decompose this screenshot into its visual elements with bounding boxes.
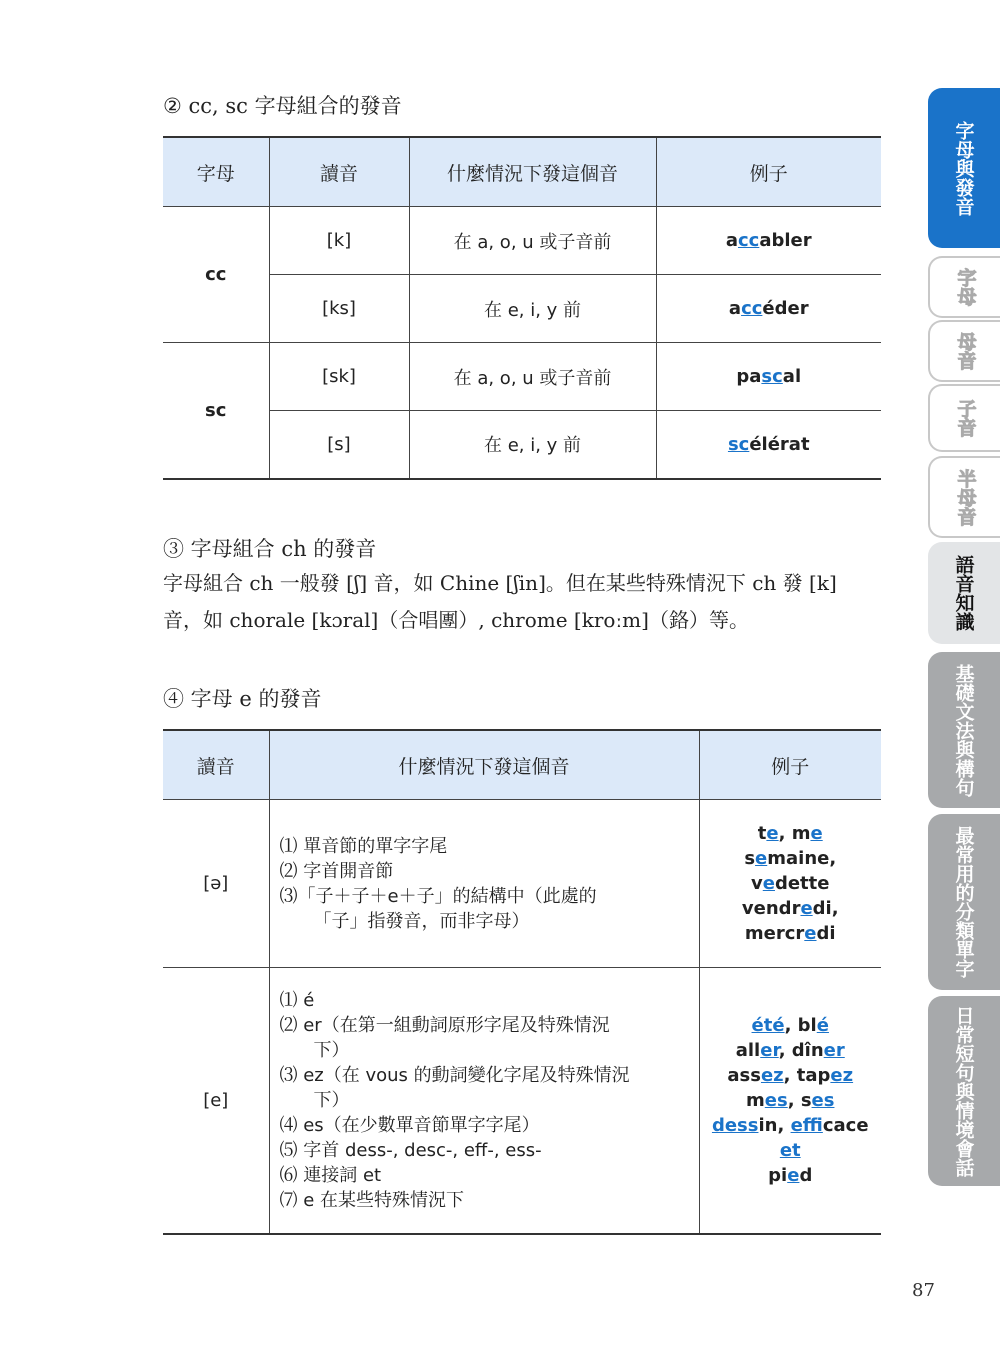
condition-item: ⑺ e 在某些特殊情況下 [279,1189,465,1211]
sound-cell: [ks] [269,275,409,343]
condition-item-continued: 「子」指發音，而非字母） [313,910,530,932]
example-cell [699,968,881,1234]
header-condition: 什麼情況下發這個音 [409,137,656,207]
header-example: 例子 [699,730,881,800]
header-condition: 什麼情況下發這個音 [269,730,699,800]
table-row [163,275,881,343]
tab-letters-and-pronunciation[interactable]: 字母與發音 [928,88,1000,248]
example-line: et [779,1139,801,1161]
example-line: te, me [757,823,823,844]
example-line: assez, tapez [727,1064,854,1086]
example-line: été, blé [751,1014,829,1036]
table-row [163,800,881,968]
condition-item: ⑴ 單音節的單字字尾 [279,835,448,857]
section-heading-ch: ③ 字母組合 ch 的發音 [163,537,377,561]
cc-sc-table [163,136,881,480]
condition-item: ⑵ er（在第一組動詞原形字尾及特殊情況 [279,1014,610,1036]
tab-basic-grammar[interactable]: 基礎文法與構句 [928,652,1000,808]
tab-phonetics-knowledge[interactable]: 語音知識 [928,542,1000,644]
example-line: semaine, [744,848,837,869]
example-line: mercredi [744,923,836,944]
example-line: mes, ses [746,1089,835,1111]
tab-consonants[interactable]: 子音 [928,384,1000,452]
tab-daily-phrases[interactable]: 日常短句與情境會話 [928,996,1000,1186]
condition-item-continued: 下） [313,1039,350,1061]
tab-semivowels[interactable]: 半母音 [928,456,1000,538]
letter-cell: sc [163,343,269,479]
table-header-row [163,137,881,207]
e-table [163,729,881,1235]
condition-cell: 在 a, o, u 或子音前 [409,343,656,411]
example-cell: accabler [656,207,881,275]
sound-cell: [ə] [163,800,269,968]
section-heading-cc-sc: ② cc, sc 字母組合的發音 [163,94,402,118]
section-heading-e: ④ 字母 e 的發音 [163,687,322,711]
tab-letters[interactable]: 字母 [928,256,1000,318]
table-row [163,343,881,411]
table-row [163,411,881,479]
page-number: 87 [912,1280,935,1301]
condition-cell [269,968,699,1234]
condition-item: ⑵ 字首開音節 [279,860,394,882]
table-row [163,968,881,1234]
header-example: 例子 [656,137,881,207]
tab-common-vocabulary[interactable]: 最常用的分類單字 [928,814,1000,990]
sound-cell: [s] [269,411,409,479]
example-line: dessin, efficace [711,1114,869,1136]
letter-cell: cc [163,207,269,343]
condition-item: ⑸ 字首 dess-, desc-, eff-, ess- [279,1139,542,1161]
example-cell: accéder [656,275,881,343]
example-line: aller, dîner [735,1039,845,1061]
example-line: vendredi, [741,898,839,919]
ch-paragraph [163,565,883,639]
example-cell: scélérat [656,411,881,479]
condition-cell: 在 e, i, y 前 [409,411,656,479]
example-cell [699,800,881,968]
example-cell: pascal [656,343,881,411]
condition-cell: 在 e, i, y 前 [409,275,656,343]
condition-item: ⑶「子＋子＋e＋子」的結構中（此處的 [279,885,597,907]
table-row [163,207,881,275]
condition-item: ⑶ ez（在 vous 的動詞變化字尾及特殊情況 [279,1064,630,1086]
ch-paragraph-line: 音，如 chorale [kɔral]（合唱團）, chrome [kroːm]（鉻）等。 [163,608,749,632]
header-sound: 讀音 [163,730,269,800]
condition-item: ⑷ es（在少數單音節單字字尾） [279,1114,540,1136]
ch-paragraph-line: 字母組合 ch 一般發 [ʃ] 音，如 Chine [ʃin]。但在某些特殊情況下 ch 發 [k] [163,571,837,595]
sound-cell: [sk] [269,343,409,411]
condition-item-continued: 下） [313,1089,350,1111]
condition-item: ⑹ 連接詞 et [279,1164,382,1186]
condition-cell [269,800,699,968]
header-sound: 讀音 [269,137,409,207]
condition-cell: 在 a, o, u 或子音前 [409,207,656,275]
example-line: pied [768,1164,813,1186]
tab-vowels[interactable]: 母音 [928,320,1000,382]
sound-cell: [k] [269,207,409,275]
table-header-row [163,730,881,800]
sound-cell: [e] [163,968,269,1234]
condition-item: ⑴ é [279,989,315,1011]
header-letter: 字母 [163,137,269,207]
example-line: vedette [751,873,830,894]
